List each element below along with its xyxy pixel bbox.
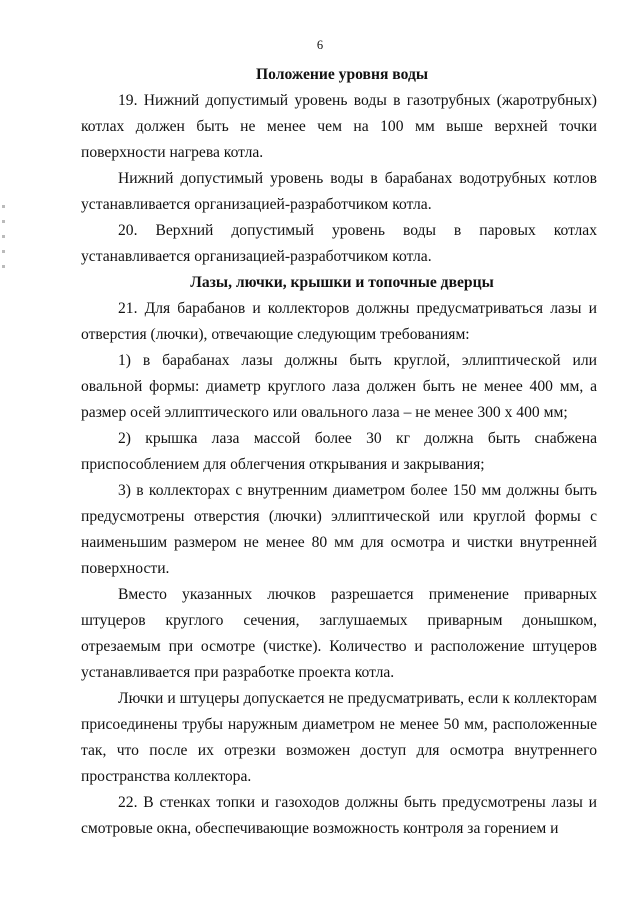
document-body [81, 62, 597, 842]
paragraph-19-drum: Нижний допустимый уровень воды в барабанах водотрубных котлов устанавливается организацией-разработчиком котла. [81, 170, 597, 213]
margin-dot [2, 205, 5, 208]
paragraph-21-exception: Лючки и штуцеры допускается не предусматривать, если к коллекторам присоединены трубы наружным диаметром не менее 50 мм, расположенные так, что после их отрезки возможен доступ для осмотра внутреннего пространства коллектора. [81, 690, 597, 785]
section-title-water-level: Положение уровня воды [255, 66, 429, 83]
paragraph-21-item-3: 3) в коллекторах с внутренним диаметром более 150 мм должны быть предусмотрены отверстия (лючки) эллиптической или круглой формы с наименьшим размером не менее 80 мм для осмотра и чистки внутренней поверхности. [81, 482, 597, 577]
margin-dot [2, 265, 5, 268]
scan-margin-marks [2, 205, 8, 295]
margin-dot [2, 220, 5, 223]
paragraph-21-fittings: Вместо указанных лючков разрешается применение приварных штуцеров круглого сечения, заглушаемых приварным донышком, отрезаемым при осмотре (чистке). Количество и расположение штуцеров устанавливается при разработке проекта котла. [81, 586, 597, 681]
paragraph-20: 20. Верхний допустимый уровень воды в паровых котлах устанавливается организацией-разработчиком котла. [81, 222, 597, 265]
paragraph-19: 19. Нижний допустимый уровень воды в газотрубных (жаротрубных) котлах должен быть не менее чем на 100 мм выше верхней точки поверхности нагрева котла. [81, 92, 597, 161]
paragraph-22: 22. В стенках топки и газоходов должны быть предусмотрены лазы и смотровые окна, обеспечивающие возможность контроля за горением и [81, 794, 597, 837]
margin-dot [2, 235, 5, 238]
section-title-manholes: Лазы, лючки, крышки и топочные дверцы [190, 274, 494, 291]
paragraph-21-item-2: 2) крышка лаза массой более 30 кг должна быть снабжена приспособлением для облегчения открывания и закрывания; [81, 430, 597, 473]
page-number: 6 [316, 38, 324, 52]
margin-dot [2, 250, 5, 253]
paragraph-21-item-1: 1) в барабанах лазы должны быть круглой, эллиптической или овальной формы: диаметр круглого лаза должен быть не менее 400 мм, а размер осей эллиптического или овального лаза – не менее 300 х 400 мм; [81, 352, 597, 421]
paragraph-21: 21. Для барабанов и коллекторов должны предусматриваться лазы и отверстия (лючки), отвечающие следующим требованиям: [81, 300, 597, 343]
